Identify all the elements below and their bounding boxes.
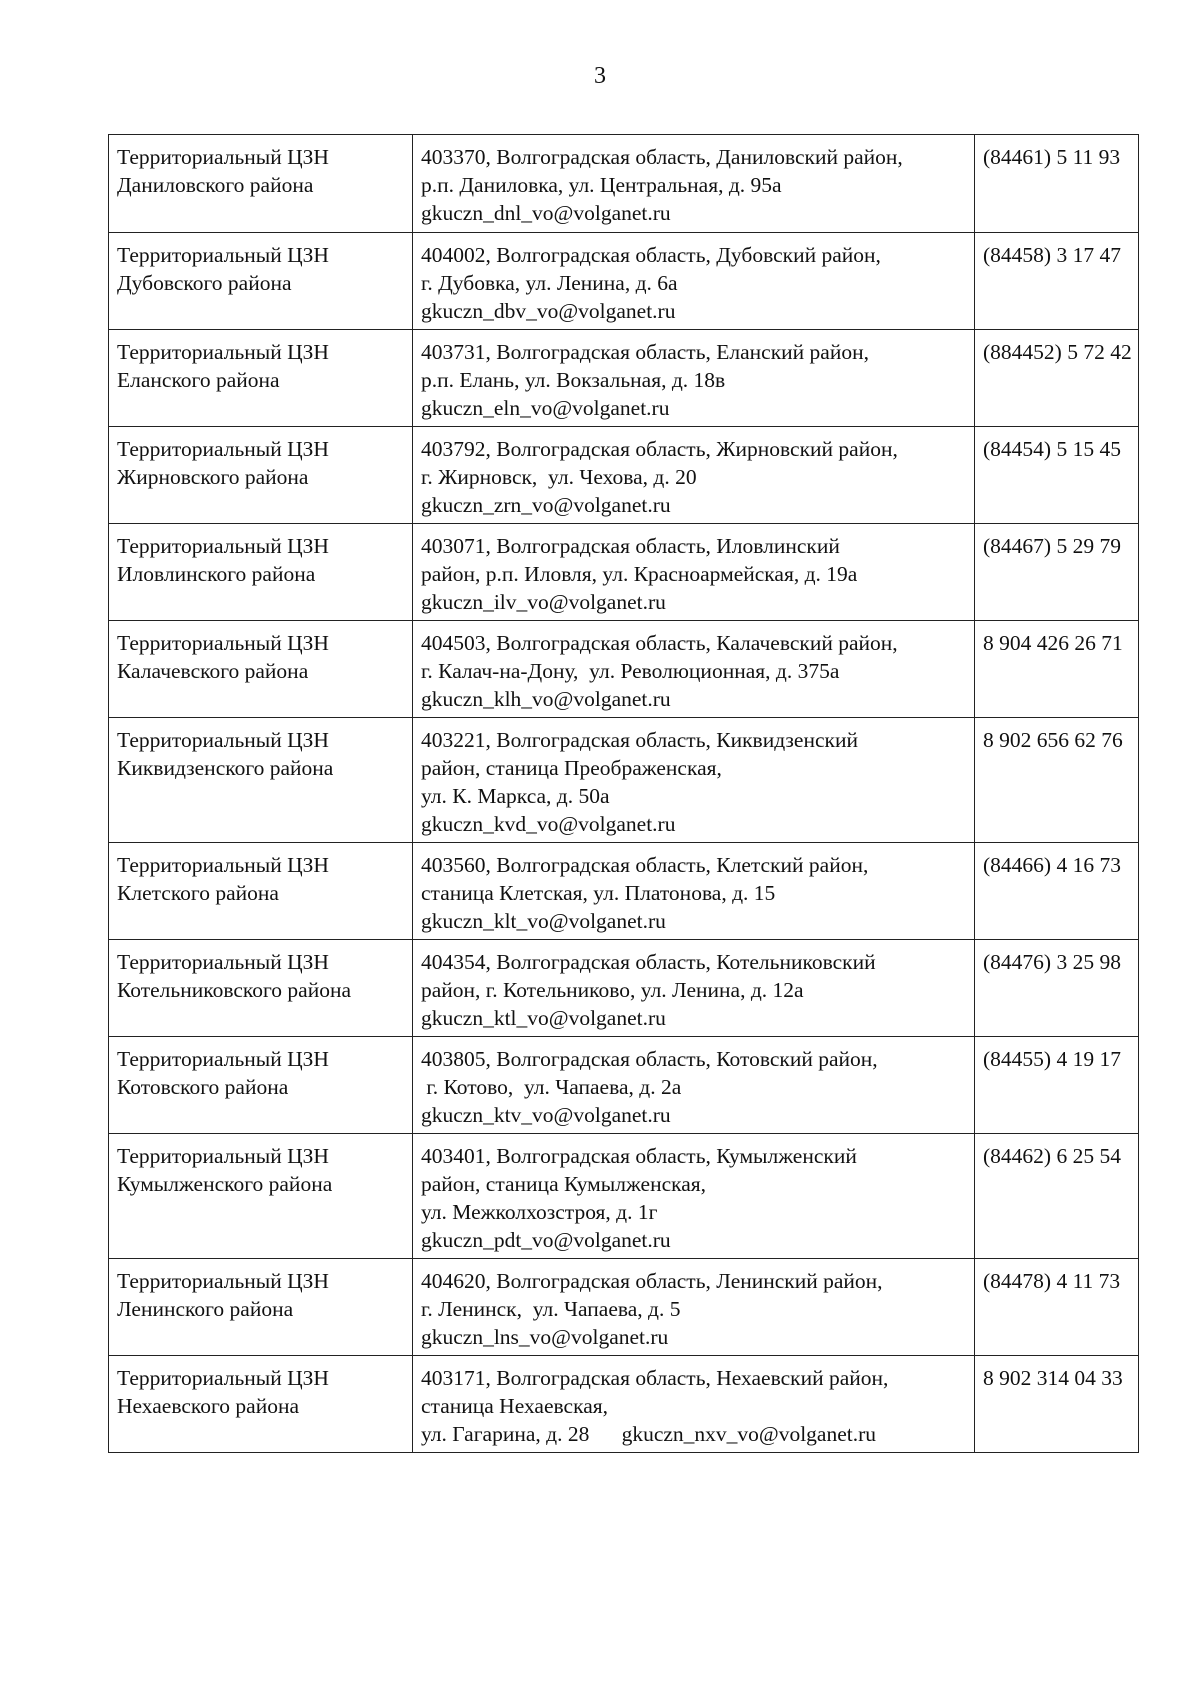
- address-cell: [413, 843, 975, 940]
- email-line: gkuczn_klh_vo@volganet.ru: [421, 687, 671, 711]
- center-name-cell: [109, 1259, 413, 1356]
- center-name-line: Территориальный ЦЗН: [117, 1269, 329, 1293]
- address-cell: [413, 1134, 975, 1259]
- address-line: район, г. Котельниково, ул. Ленина, д. 12а: [421, 978, 804, 1002]
- address-line: 403071, Волгоградская область, Иловлинский: [421, 534, 840, 558]
- address-line: 403370, Волгоградская область, Даниловский район,: [421, 145, 903, 169]
- address-line: 404354, Волгоградская область, Котельниковский: [421, 950, 876, 974]
- center-name-cell: [109, 135, 413, 233]
- address-line: г. Ленинск, ул. Чапаева, д. 5: [421, 1297, 681, 1321]
- address-cell: [413, 427, 975, 524]
- center-name-line: Территориальный ЦЗН: [117, 1366, 329, 1390]
- center-name-line: Территориальный ЦЗН: [117, 950, 329, 974]
- address-cell: [413, 1259, 975, 1356]
- email-line: gkuczn_dbv_vo@volganet.ru: [421, 299, 676, 323]
- phone-cell: 8 902 314 04 33: [975, 1356, 1139, 1453]
- center-name-cell: [109, 621, 413, 718]
- table-row: [109, 1037, 1139, 1134]
- address-line: 403401, Волгоградская область, Кумылженский: [421, 1144, 857, 1168]
- address-line: станица Нехаевская,: [421, 1394, 609, 1418]
- phone-cell: (84462) 6 25 54: [975, 1134, 1139, 1259]
- address-line: 403560, Волгоградская область, Клетский район,: [421, 853, 869, 877]
- table-row: [109, 940, 1139, 1037]
- address-cell: [413, 621, 975, 718]
- phone-cell: (84476) 3 25 98: [975, 940, 1139, 1037]
- address-line: г. Жирновск, ул. Чехова, д. 20: [421, 465, 697, 489]
- address-line: станица Клетская, ул. Платонова, д. 15: [421, 881, 776, 905]
- center-name-line: Котовского района: [117, 1075, 289, 1099]
- email-line: gkuczn_ilv_vo@volganet.ru: [421, 590, 666, 614]
- address-line: г. Калач-на-Дону, ул. Революционная, д. 375а: [421, 659, 840, 683]
- center-name-line: Территориальный ЦЗН: [117, 534, 329, 558]
- table-row: [109, 427, 1139, 524]
- phone-cell: (84454) 5 15 45: [975, 427, 1139, 524]
- address-line: г. Котово, ул. Чапаева, д. 2а: [421, 1075, 682, 1099]
- address-line: 403221, Волгоградская область, Киквидзенский: [421, 728, 858, 752]
- address-cell: [413, 524, 975, 621]
- center-name-line: Территориальный ЦЗН: [117, 853, 329, 877]
- address-line: 404620, Волгоградская область, Ленинский район,: [421, 1269, 883, 1293]
- table-row: [109, 524, 1139, 621]
- center-name-line: Территориальный ЦЗН: [117, 1047, 329, 1071]
- email-line: gkuczn_eln_vo@volganet.ru: [421, 396, 670, 420]
- center-name-line: Иловлинского района: [117, 562, 316, 586]
- address-line: р.п. Даниловка, ул. Центральная, д. 95а: [421, 173, 782, 197]
- center-name-cell: [109, 524, 413, 621]
- phone-cell: (84478) 4 11 73: [975, 1259, 1139, 1356]
- center-name-cell: [109, 1356, 413, 1453]
- center-name-line: Дубовского района: [117, 271, 292, 295]
- center-name-line: Жирновского района: [117, 465, 309, 489]
- table-row: [109, 233, 1139, 330]
- center-name-line: Территориальный ЦЗН: [117, 728, 329, 752]
- center-name-cell: [109, 427, 413, 524]
- email-line: gkuczn_dnl_vo@volganet.ru: [421, 201, 671, 225]
- center-name-line: Даниловского района: [117, 173, 314, 197]
- center-name-line: Территориальный ЦЗН: [117, 631, 329, 655]
- center-name-cell: [109, 940, 413, 1037]
- address-cell: [413, 1356, 975, 1453]
- center-name-line: Территориальный ЦЗН: [117, 243, 329, 267]
- center-name-cell: [109, 843, 413, 940]
- center-name-cell: [109, 1134, 413, 1259]
- center-name-cell: [109, 1037, 413, 1134]
- table-row: [109, 1356, 1139, 1453]
- address-line: 403171, Волгоградская область, Нехаевский район,: [421, 1366, 889, 1390]
- table-row: [109, 330, 1139, 427]
- center-name-line: Территориальный ЦЗН: [117, 340, 329, 364]
- address-line: район, станица Преображенская,: [421, 756, 722, 780]
- table-row: [109, 621, 1139, 718]
- address-line: 404503, Волгоградская область, Калачевский район,: [421, 631, 898, 655]
- address-line: р.п. Елань, ул. Вокзальная, д. 18в: [421, 368, 726, 392]
- phone-cell: (884452) 5 72 42: [975, 330, 1139, 427]
- table-row: [109, 843, 1139, 940]
- phone-cell: 8 904 426 26 71: [975, 621, 1139, 718]
- table-row: [109, 1259, 1139, 1356]
- email-line: gkuczn_pdt_vo@volganet.ru: [421, 1228, 671, 1252]
- center-name-line: Кумылженского района: [117, 1172, 333, 1196]
- center-name-line: Территориальный ЦЗН: [117, 1144, 329, 1168]
- center-name-line: Территориальный ЦЗН: [117, 145, 329, 169]
- table-row: [109, 135, 1139, 233]
- center-name-cell: [109, 718, 413, 843]
- address-line: ул. Межколхозстроя, д. 1г: [421, 1200, 658, 1224]
- address-cell: [413, 233, 975, 330]
- address-line: г. Дубовка, ул. Ленина, д. 6а: [421, 271, 678, 295]
- email-line: gkuczn_ktl_vo@volganet.ru: [421, 1006, 666, 1030]
- email-line: gkuczn_zrn_vo@volganet.ru: [421, 493, 671, 517]
- center-name-line: Киквидзенского района: [117, 756, 334, 780]
- address-line: 403731, Волгоградская область, Еланский район,: [421, 340, 869, 364]
- address-line: 403792, Волгоградская область, Жирновский район,: [421, 437, 898, 461]
- phone-cell: (84458) 3 17 47: [975, 233, 1139, 330]
- phone-cell: (84467) 5 29 79: [975, 524, 1139, 621]
- email-line: ул. Гагарина, д. 28 gkuczn_nxv_vo@volganet.ru: [421, 1422, 877, 1446]
- email-line: gkuczn_lns_vo@volganet.ru: [421, 1325, 669, 1349]
- table-row: [109, 1134, 1139, 1259]
- email-line: gkuczn_ktv_vo@volganet.ru: [421, 1103, 671, 1127]
- address-cell: [413, 940, 975, 1037]
- center-name-line: Ленинского района: [117, 1297, 294, 1321]
- center-name-cell: [109, 233, 413, 330]
- phone-cell: (84466) 4 16 73: [975, 843, 1139, 940]
- address-cell: [413, 1037, 975, 1134]
- address-line: 403805, Волгоградская область, Котовский район,: [421, 1047, 878, 1071]
- center-name-line: Калачевского района: [117, 659, 309, 683]
- center-name-line: Клетского района: [117, 881, 279, 905]
- address-line: 404002, Волгоградская область, Дубовский район,: [421, 243, 881, 267]
- table-row: [109, 718, 1139, 843]
- page-number: 3: [594, 63, 606, 89]
- email-line: gkuczn_klt_vo@volganet.ru: [421, 909, 666, 933]
- center-name-cell: [109, 330, 413, 427]
- phone-cell: 8 902 656 62 76: [975, 718, 1139, 843]
- center-name-line: Территориальный ЦЗН: [117, 437, 329, 461]
- address-cell: [413, 718, 975, 843]
- email-line: gkuczn_kvd_vo@volganet.ru: [421, 812, 676, 836]
- center-name-line: Нехаевского района: [117, 1394, 300, 1418]
- address-line: район, р.п. Иловля, ул. Красноармейская, д. 19а: [421, 562, 858, 586]
- employment-centers-table: [108, 134, 1139, 1453]
- address-cell: [413, 135, 975, 233]
- phone-cell: (84455) 4 19 17: [975, 1037, 1139, 1134]
- address-line: ул. К. Маркса, д. 50а: [421, 784, 610, 808]
- center-name-line: Котельниковского района: [117, 978, 352, 1002]
- center-name-line: Еланского района: [117, 368, 280, 392]
- address-cell: [413, 330, 975, 427]
- phone-cell: (84461) 5 11 93: [975, 135, 1139, 233]
- address-line: район, станица Кумылженская,: [421, 1172, 707, 1196]
